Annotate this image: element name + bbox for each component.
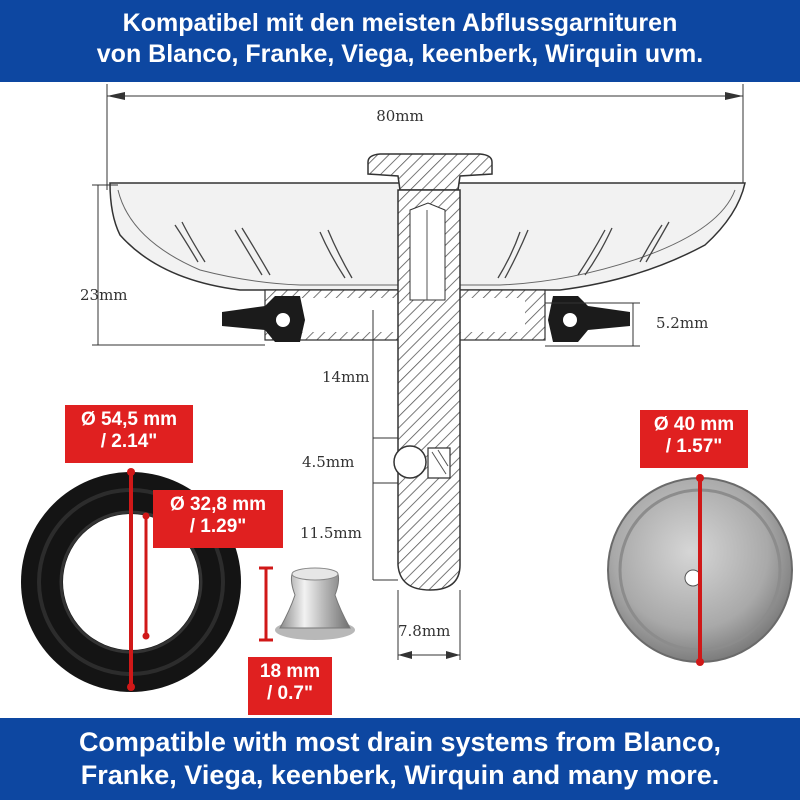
bottom-banner-line-1: Compatible with most drain systems from Blanco,: [78, 727, 722, 757]
ring-inner-label-line-2: / 1.29": [189, 516, 247, 537]
ring-outer-label-line-2: / 2.14": [100, 431, 158, 452]
stem-width-label: 7.8mm: [398, 622, 451, 640]
ring-outer-label: [65, 405, 193, 463]
top-banner-line-1: Kompatibel mit den meisten Abflussgarnituren: [122, 9, 678, 37]
knob-label-line-2: / 0.7": [267, 683, 313, 704]
ring-inner-label-line-1: Ø 32,8 mm: [169, 494, 267, 515]
ball-label: 4.5mm: [302, 453, 355, 471]
lip-dimension-label: 5.2mm: [656, 314, 709, 332]
ring-inner-label: [153, 490, 283, 548]
ball-detent: [394, 446, 426, 478]
top-banner-line-2: von Blanco, Franke, Viega, keenberk, Wirquin uvm.: [96, 40, 704, 68]
ring-outer-label-line-1: Ø 54,5 mm: [80, 409, 178, 430]
stem-upper-label: 14mm: [322, 368, 370, 386]
width-dimension-label: 80mm: [376, 107, 424, 125]
height-dimension-label: 23mm: [80, 286, 128, 304]
knob-part: [275, 568, 355, 640]
left-seal: [222, 296, 305, 342]
knob-label: [248, 657, 332, 715]
disc-label: [640, 410, 748, 468]
knob-label-line-1: 18 mm: [259, 661, 321, 682]
bottom-banner-line-2: Franke, Viega, keenberk, Wirquin and many more.: [80, 760, 720, 790]
disc-label-line-2: / 1.57": [665, 436, 723, 457]
bottom-banner: [0, 718, 800, 800]
stem-lower-label: 11.5mm: [300, 524, 362, 542]
disc-label-line-1: Ø 40 mm: [653, 414, 735, 435]
